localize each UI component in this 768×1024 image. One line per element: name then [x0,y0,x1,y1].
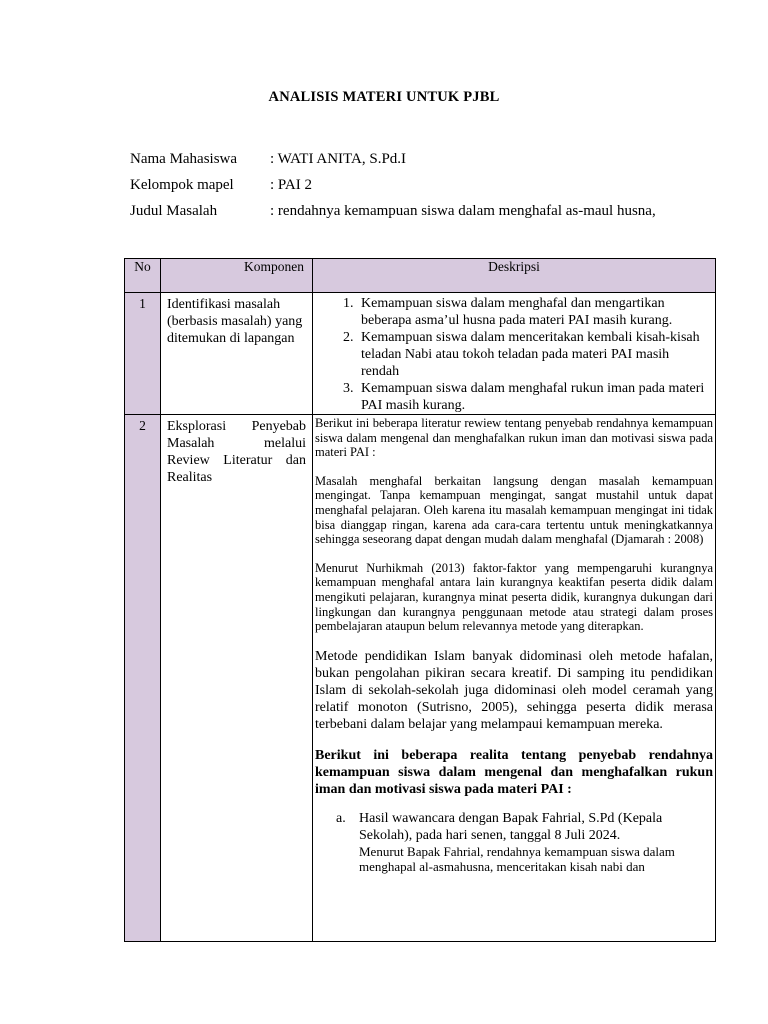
reality-list [315,810,713,874]
list-item: 3. Kemampuan siswa dalam menghafal rukun iman pada materi PAI masih kurang. [357,380,705,414]
row-number: 2 [125,415,161,942]
header-description: Deskripsi [313,259,716,293]
literature-paragraph: Menurut Nurhikmah (2013) faktor-faktor yang mempengaruhi kurangnya kemampuan menghafal antara lain kurangnya keaktifan peserta didik dalam mengikuti pelajaran, kurangnya minat peserta didik, kurangnya dukungan dari lingkungan dan kurangnya penggunaan metode atau strategi dalam proses pembelajaran ataupun belum relevannya metode yang diterapkan. [315,560,713,634]
row-number: 1 [125,293,161,415]
table-header-row [125,259,716,293]
student-info [130,151,656,229]
literature-paragraph: Metode pendidikan Islam banyak didominasi oleh metode hafalan, bukan pengolahan pikiran secara kreatif. Di samping itu pendidikan Islam di sekolah-sekolah juga didominasi oleh model ceramah yang relatif monoton (Sutrisno, 2005), sehingga peserta didik merasa terbebani dalam belajar yang melampaui kemampuan mereka. [315,648,713,732]
table-row [125,293,716,415]
table-row [125,415,716,942]
item-letter: a. [336,810,346,826]
list-item: 1. Kemampuan siswa dalam menghafal dan mengartikan beberapa asma’ul husna pada materi PAI masih kurang. [357,295,705,329]
problem-title-label: Judul Masalah [130,203,218,219]
list-item: 2. Kemampuan siswa dalam menceritakan kembali kisah-kisah teladan Nabi atau tokoh teladan pada materi PAI masih rendah [357,329,705,380]
document-title: ANALISIS MATERI UNTUK PJBL [268,89,500,105]
list-item [336,810,713,874]
student-name-row [130,151,656,177]
header-no: No [125,259,161,293]
subject-group-value: : PAI 2 [270,177,312,193]
subject-group-row [130,177,656,203]
problem-title-value: : rendahnya kemampuan siswa dalam menghafal as-maul husna, [270,203,656,219]
problem-list [313,295,715,414]
analysis-table [124,258,716,942]
header-component: Komponen [161,259,313,293]
description-cell [313,415,716,942]
problem-title-row [130,203,656,229]
description-cell [313,293,716,415]
literature-paragraph: Masalah menghafal berkaitan langsung dengan masalah kemampuan mengingat. Tanpa kemampuan mengingat, sangat mustahil untuk dapat menghafal pelajaran. Oleh karena itu masalah kemampuan mengingat ini tidak bisa dianggap ringan, karena ada cara-cara tertentu untuk meningkatkannya sehingga seseorang dapat dengan mudah dalam menghafal (Djamarah : 2008) [315,473,713,547]
component-cell: Eksplorasi Penyebab Masalah melalui Review Literatur dan Realitas [161,415,313,942]
interview-note: Menurut Bapak Fahrial, rendahnya kemampuan siswa dalam menghapal al-asmahusna, menceritakan kisah nabi dan [359,843,675,874]
student-name-value: : WATI ANITA, S.Pd.I [270,151,407,167]
interview-text: Hasil wawancara dengan Bapak Fahrial, S.Pd (Kepala Sekolah), pada hari senen, tanggal 8 Juli 2024. [359,810,663,843]
subject-group-label: Kelompok mapel [130,177,234,193]
student-name-label: Nama Mahasiswa [130,151,238,167]
reality-intro: Berikut ini beberapa realita tentang penyebab rendahnya kemampuan siswa dalam mengenal dan menghafalkan rukun iman dan motivasi siswa pada materi PAI : [315,747,713,797]
component-cell: Identifikasi masalah (berbasis masalah) yang ditemukan di lapangan [161,293,313,415]
literature-intro: Berikut ini beberapa literatur rewiew tentang penyebab rendahnya kemampuan siswa dalam mengenal dan menghafalkan rukun iman dan motivasi siswa pada materi PAI : [315,416,713,460]
